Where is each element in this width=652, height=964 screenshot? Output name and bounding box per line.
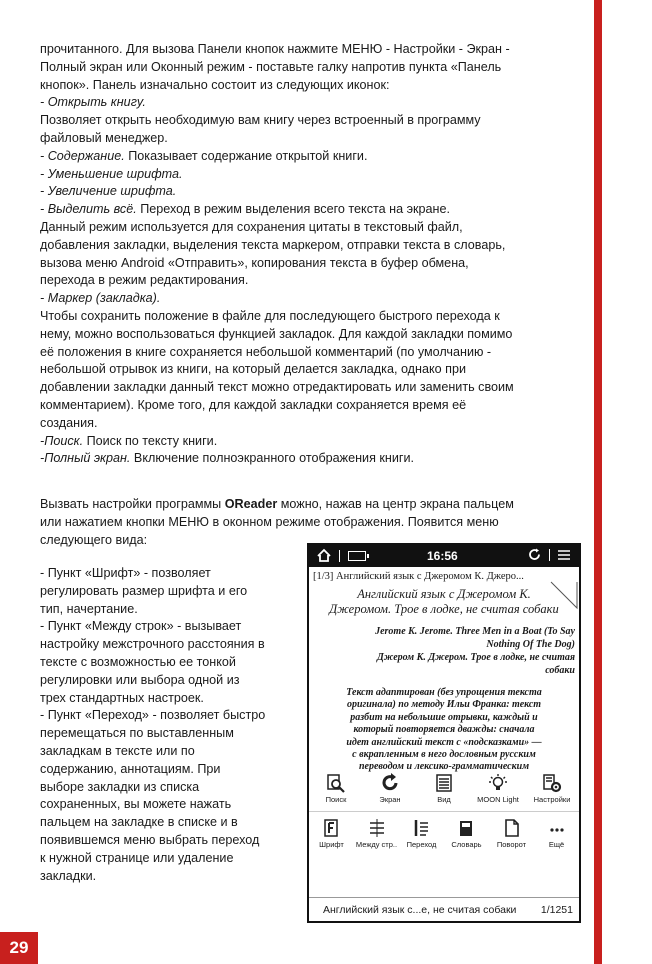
item-marker: - Маркер (закладка). (40, 291, 161, 306)
reader-screenshot (307, 543, 581, 923)
footer-page-counter: 1/1251 (540, 903, 573, 916)
text-line: перемещаться по выставленным (40, 726, 234, 741)
text-line: содержанию, аннотациям. При (40, 761, 221, 776)
book-body-line: с вкрапленным в него дословным русским (352, 749, 536, 761)
rotate-icon (502, 818, 522, 838)
home-icon[interactable] (317, 549, 331, 562)
book-body-line: Текст адаптирован (без упрощения текста (346, 687, 542, 698)
dictionary-icon (457, 818, 477, 838)
text-span: Вызвать настройки программы (40, 497, 225, 511)
text-line: сохраненных, вы можете нажать (40, 797, 232, 812)
text-line: тип, начертание. (40, 601, 138, 616)
item-search: -Поиск. (40, 433, 84, 448)
menu-moonlight-button[interactable] (474, 773, 522, 804)
menu-label: Словарь (451, 840, 482, 849)
menu-font-button[interactable] (309, 818, 354, 849)
clock: 16:56 (427, 549, 458, 563)
menu-label: Настройки (533, 795, 571, 804)
book-subtitle-line: Jerome K. Jerome. Three Men in a Boat (To Say (375, 626, 575, 637)
text-line: - Пункт «Между строк» - вызывает (40, 619, 242, 634)
menu-goto-button[interactable] (399, 818, 444, 849)
screen-refresh-icon (380, 773, 400, 793)
menu-description-column (40, 565, 302, 885)
text-line: вызова меню Android «Отправить», копирования текста в буфер обмена, (40, 255, 469, 270)
menu-dictionary-button[interactable] (444, 818, 489, 849)
text-line: закладкам в тексте или по (40, 743, 195, 758)
menu-row-bottom (309, 811, 579, 855)
text-line: Данный режим используется для сохранения цитаты в текстовый файл, (40, 219, 463, 234)
book-subtitle-line: Джером К. Джером. Трое в лодке, не считая (376, 652, 575, 663)
menu-label: Экран (379, 795, 401, 804)
book-subtitle-line: Nothing Of The Dog) (486, 639, 575, 650)
book-heading: Английский язык с Джеромом К. Джеромом. Трое в лодке, не считая собаки (329, 587, 559, 616)
oreader-settings-text (40, 496, 580, 549)
text-line: прочитанного. Для вызова Панели кнопок нажмите МЕНЮ - Настройки - Экран - (40, 42, 510, 56)
item-contents: - Содержание. (40, 148, 125, 163)
instructions-text (40, 41, 578, 468)
refresh-icon[interactable] (528, 548, 541, 561)
text-line: закладки. (40, 868, 97, 883)
text-line: добавления закладки, выделения текста маркером, отправки текста в словарь, (40, 237, 506, 252)
lightbulb-icon (488, 773, 508, 793)
book-body-line: идет английский текст с «подсказками» — (346, 736, 542, 748)
battery-icon (348, 551, 366, 561)
more-icon (547, 818, 567, 838)
goto-icon (412, 818, 432, 838)
menu-icon[interactable] (558, 549, 571, 561)
search-icon (326, 773, 346, 793)
menu-screen-button[interactable] (366, 773, 414, 804)
book-page[interactable] (309, 582, 579, 773)
menu-rotate-button[interactable] (489, 818, 534, 849)
text-line: её положения в книге сохраняется небольшой комментарий (по умолчанию - (40, 344, 492, 359)
item-select-all-desc: Переход в режим выделения всего текста на экране. (136, 202, 450, 217)
menu-search-button[interactable] (312, 773, 360, 804)
text-line: небольшой отрывок из книги, на который делается закладка, однако при (40, 362, 466, 377)
text-line: Позволяет открыть необходимую вам книгу через встроенный в программу (40, 113, 481, 128)
menu-settings-button[interactable] (528, 773, 576, 804)
text-line: тексте с возможностью ее тонкой (40, 654, 236, 669)
status-bar (309, 545, 579, 567)
text-line: появившемся меню выбрать переход (40, 832, 260, 847)
book-body-line: переводом и лексико-грамматическим (358, 761, 530, 773)
text-line: добавлении закладки данный текст можно отредактировать или заменить своим (40, 380, 514, 395)
item-font-decrease: - Уменьшение шрифта. (40, 166, 183, 181)
reader-menu (309, 767, 579, 855)
menu-row-top (309, 767, 579, 811)
text-line: трех стандартных настроек. (40, 690, 204, 705)
text-line: комментарием). Кроме того, для каждой закладки сохраняется время её (40, 397, 467, 412)
book-body-line: разбит на небольшие отрывки, каждый и (350, 711, 538, 723)
text-line: - Пункт «Шрифт» - позволяет (40, 566, 211, 580)
text-line: регулировать размер шрифта и его (40, 583, 248, 598)
text-line: создания. (40, 415, 98, 430)
menu-label: Между стр.. (355, 840, 398, 849)
text-line: нему, можно воспользоваться функцией закладок. Для каждой закладки помимо (40, 326, 513, 341)
menu-label: Поворот (496, 840, 527, 849)
text-line: Чтобы сохранить положение в файле для последующего быстрого перехода к (40, 308, 500, 323)
font-icon (322, 818, 342, 838)
text-line: следующего вида: (40, 532, 148, 547)
item-contents-desc: Показывает содержание открытой книги. (124, 148, 368, 163)
footer-book-title: Английский язык с...е, не считая собаки (323, 903, 517, 916)
view-icon (434, 773, 454, 793)
settings-icon (542, 773, 562, 793)
item-open-book: - Открыть книгу. (40, 95, 146, 110)
menu-label: Шрифт (319, 840, 344, 849)
item-fullscreen: -Полный экран. (40, 451, 131, 466)
text-line: перехода в режим редактирования. (40, 273, 249, 288)
item-font-increase: - Увеличение шрифта. (40, 184, 177, 199)
menu-label: Вид (437, 795, 451, 804)
menu-label: Ещё (548, 840, 565, 849)
menu-label: Поиск (325, 795, 347, 804)
menu-label: Переход (406, 840, 437, 849)
text-line: кнопок». Панель изначально состоит из следующих иконок: (40, 77, 390, 92)
item-search-desc: Поиск по тексту книги. (83, 433, 218, 448)
book-title-bar: [1/3] Английский язык с Джеромом К. Джеро... (313, 571, 524, 582)
text-line: Полный экран или Оконный режим - поставьте галку напротив пункта «Панель (40, 59, 502, 74)
line-spacing-icon (367, 818, 387, 838)
text-span: можно, нажав на центр экрана пальцем (277, 497, 514, 511)
page-number: 29 (0, 932, 38, 964)
book-body-line: который повторяется дважды: сначала (353, 724, 535, 736)
text-line: или нажатием кнопки МЕНЮ в оконном режиме отображения. Появится меню (40, 514, 499, 529)
text-line: к нужной странице или удаление (40, 850, 234, 865)
reader-footer (309, 897, 579, 921)
app-name: OReader (224, 497, 278, 511)
text-line: регулировки или выбора одной из (40, 672, 240, 687)
bookmark-corner-icon[interactable] (551, 582, 577, 608)
menu-more-button[interactable] (534, 818, 579, 849)
book-body-line: оригинала) по методу Ильи Франка: текст (346, 699, 542, 711)
menu-label: MOON Light (477, 795, 519, 804)
text-line: - Пункт «Переход» - позволяет быстро (40, 708, 266, 723)
text-line: выборе закладки из списка (40, 779, 200, 794)
text-line: настройку межстрочного расстояния в (40, 637, 265, 652)
item-fullscreen-desc: Включение полноэкранного отображения книги. (130, 451, 415, 466)
text-line: пальцем на закладке в списке и в (40, 815, 238, 830)
item-select-all: - Выделить всё. (40, 202, 137, 217)
book-subtitle-line: собаки (545, 665, 575, 676)
text-line: файловый менеджер. (40, 130, 168, 145)
page-edge-bar (594, 0, 602, 964)
menu-linespacing-button[interactable] (354, 818, 399, 849)
menu-view-button[interactable] (420, 773, 468, 804)
